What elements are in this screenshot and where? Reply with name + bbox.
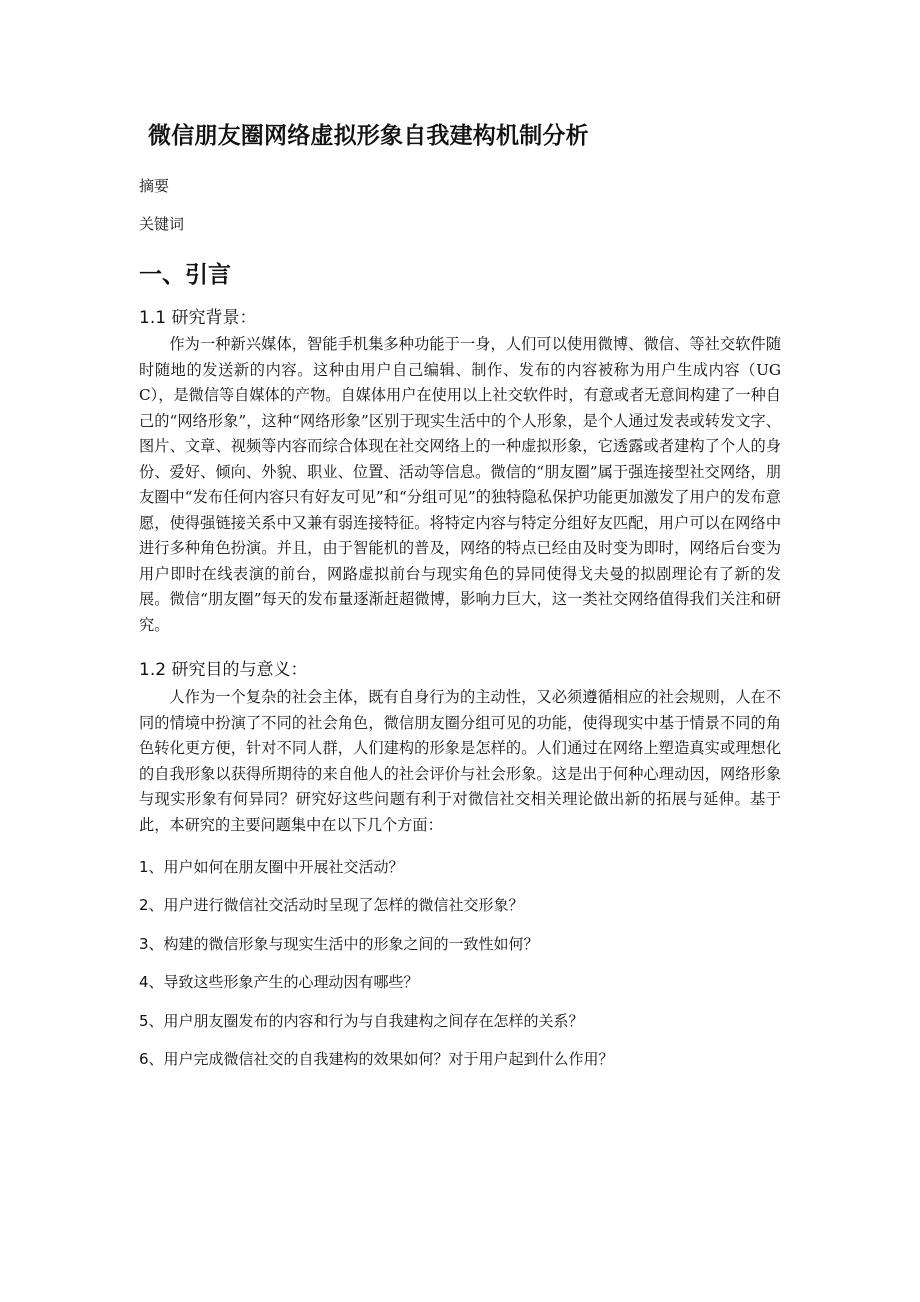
subsection-heading-purpose: 1.2 研究目的与意义：: [139, 660, 308, 680]
keywords-label: 关键词: [139, 215, 185, 233]
paragraph-background: 作为一种新兴媒体，智能手机集多种功能于一身，人们可以使用微博、微信、等社交软件随时随地的发送新的内容。这种由用户自己编辑、制作、发布的内容被称为用户生成内容（UGC），是微信等自媒体的产物。自媒体用户在使用以上社交软件时，有意或者无意间构建了一种自己的“网络形象”，这种“网络形象”区别于现实生活中的个人形象，是个人通过发表或转发文字、图片、文章、视频等内容而综合体现在社交网络上的一种虚拟形象，它透露或者建构了个人的身份、爱好、倾向、外貌、职业、位置、活动等信息。微信的“朋友圈”属于强连接型社交网络，朋友圈中“发布任何内容只有好友可见”和“分组可见”的独特隐私保护功能更加激发了用户的发布意愿，使得强链接关系中又兼有弱连接特征。将特定内容与特定分组好友匹配，用户可以在网络中进行多种角色扮演。并且，由于智能机的普及，网络的特点已经由及时变为即时，网络后台变为用户即时在线表演的前台，网路虚拟前台与现实角色的异同使得戈夫曼的拟剧理论有了新的发展。微信“朋友圈”每天的发布量逐渐赶超微博，影响力巨大，这一类社交网络值得我们关注和研究。: [139, 335, 781, 634]
question-item-3: 3、构建的微信形象与现实生活中的形象之间的一致性如何？: [139, 935, 539, 953]
question-item-4: 4、导致这些形象产生的心理动因有哪些？: [139, 973, 419, 991]
question-item-5: 5、用户朋友圈发布的内容和行为与自我建构之间存在怎样的关系？: [139, 1012, 584, 1030]
document-title: 微信朋友圈网络虚拟形象自我建构机制分析: [148, 123, 589, 149]
abstract-label: 摘要: [139, 177, 170, 195]
question-item-1: 1、用户如何在朋友圈中开展社交活动？: [139, 858, 404, 876]
subsection-heading-background: 1.1 研究背景：: [139, 308, 257, 328]
question-item-6: 6、用户完成微信社交的自我建构的效果如何？对于用户起到什么作用？: [139, 1050, 614, 1068]
paragraph-purpose: 人作为一个复杂的社会主体，既有自身行为的主动性，又必须遵循相应的社会规则，人在不同的情境中扮演了不同的社会角色，微信朋友圈分组可见的功能，使得现实中基于情景不同的角色转化更方便，针对不同人群，人们建构的形象是怎样的。人们通过在网络上塑造真实或理想化的自我形象以获得所期待的来自他人的社会评价与社会形象。这是出于何种心理动因，网络形象与现实形象有何异同？研究好这些问题有利于对微信社交相关理论做出新的拓展与延伸。基于此，本研究的主要问题集中在以下几个方面：: [139, 688, 781, 834]
section-heading-introduction: 一、引言: [139, 262, 231, 288]
question-item-2: 2、用户进行微信社交活动时呈现了怎样的微信社交形象？: [139, 896, 524, 914]
